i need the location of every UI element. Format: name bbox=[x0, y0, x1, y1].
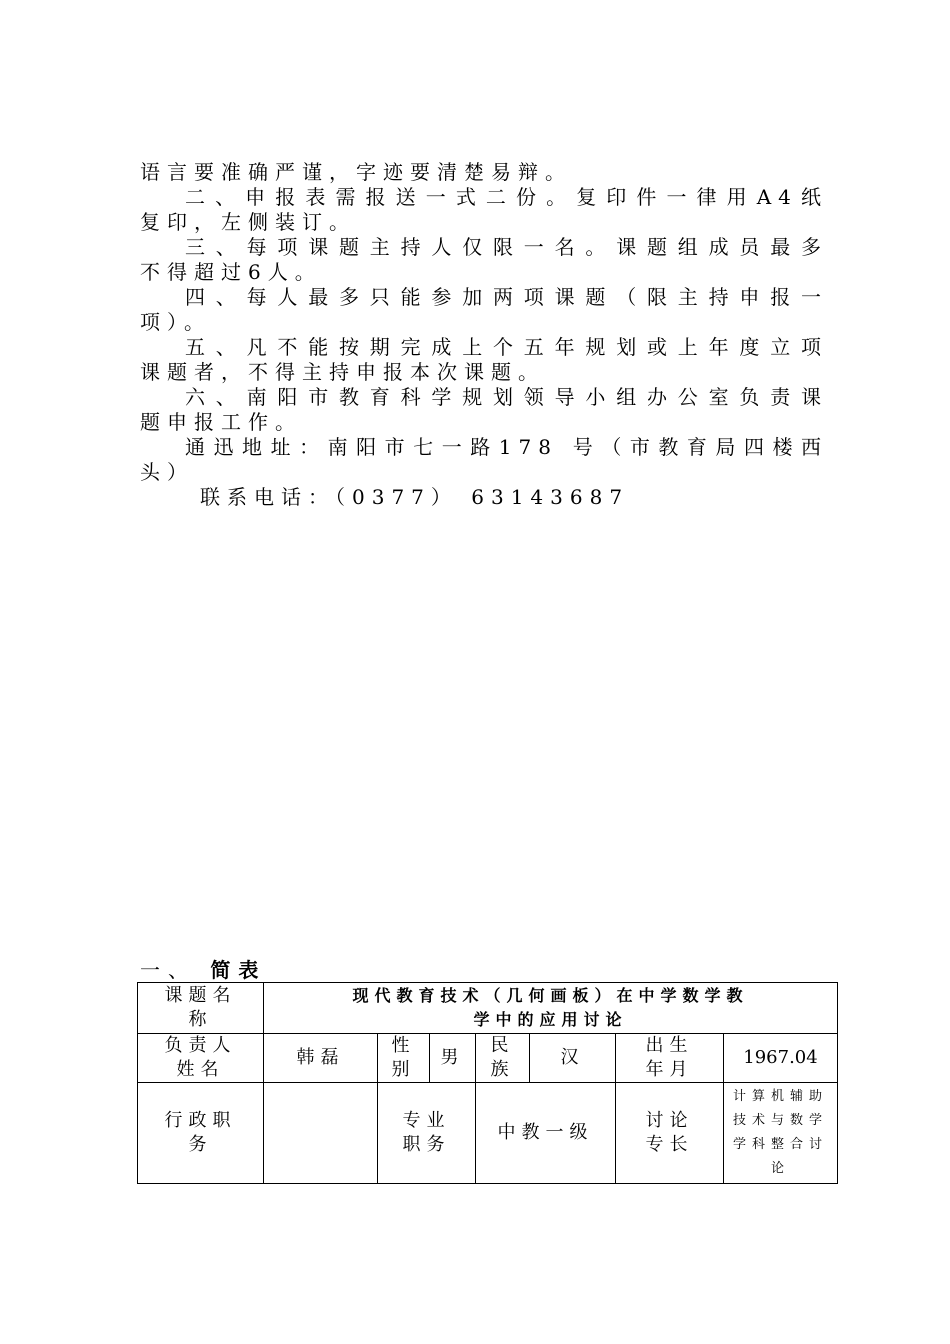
leader-value-cell: 韩磊 bbox=[264, 1034, 378, 1083]
instruction-line: 复印，左侧装订。 bbox=[140, 210, 356, 234]
instruction-line: 头） bbox=[140, 460, 194, 484]
table-row bbox=[138, 983, 838, 1034]
instruction-line: 五、凡不能按期完成上个五年规划或上年度立项 bbox=[185, 335, 828, 359]
gender-value-cell: 男 bbox=[430, 1034, 476, 1083]
instruction-line: 二、申报表需报送一式二份。复印件一律用A4纸 bbox=[185, 185, 828, 209]
section-number: 一、 bbox=[140, 958, 196, 982]
specialty-value-cell: 计算机辅助 技术与数学 学科整合讨 论 bbox=[724, 1083, 838, 1184]
gender-label-cell: 性 别 bbox=[378, 1034, 430, 1083]
professional-title-value-cell: 中教一级 bbox=[476, 1083, 616, 1184]
instruction-line: 题申报工作。 bbox=[140, 410, 302, 434]
admin-position-value-cell bbox=[264, 1083, 378, 1184]
leader-label-cell: 负责人 姓名 bbox=[138, 1034, 264, 1083]
contact-phone-line: 联系电话：（0377） 63143687 bbox=[200, 485, 630, 509]
summary-table bbox=[137, 982, 838, 1184]
birth-label-cell: 出生 年月 bbox=[616, 1034, 724, 1083]
professional-title-label-cell: 专业 职务 bbox=[378, 1083, 476, 1184]
instruction-line: 课题者，不得主持申报本次课题。 bbox=[140, 360, 545, 384]
ethnicity-label-cell: 民 族 bbox=[476, 1034, 530, 1083]
instruction-line: 六、南阳市教育科学规划领导小组办公室负责课 bbox=[185, 385, 828, 409]
specialty-label-cell: 讨论 专长 bbox=[616, 1083, 724, 1184]
instruction-line: 通迅地址：南阳市七一路178 号（市教育局四楼西 bbox=[185, 435, 828, 459]
ethnicity-value-cell: 汉 bbox=[530, 1034, 616, 1083]
topic-value-cell: 现代教育技术（几何画板）在中学数学教 学中的应用讨论 bbox=[264, 983, 838, 1034]
instruction-line: 语言要准确严谨，字迹要清楚易辩。 bbox=[140, 160, 572, 184]
table-row bbox=[138, 1034, 838, 1083]
birth-value-cell: 1967.04 bbox=[724, 1034, 838, 1083]
topic-label-cell: 课题名 称 bbox=[138, 983, 264, 1034]
section-heading bbox=[140, 958, 266, 982]
instruction-line: 项）。 bbox=[140, 310, 211, 334]
section-title: 简表 bbox=[210, 958, 267, 982]
instruction-line: 四、每人最多只能参加两项课题（限主持申报一 bbox=[185, 285, 828, 309]
instruction-line: 不得超过6人。 bbox=[140, 260, 322, 284]
instruction-line: 三、每项课题主持人仅限一名。课题组成员最多 bbox=[185, 235, 828, 259]
table-row bbox=[138, 1083, 838, 1184]
admin-position-label-cell: 行政职 务 bbox=[138, 1083, 264, 1184]
